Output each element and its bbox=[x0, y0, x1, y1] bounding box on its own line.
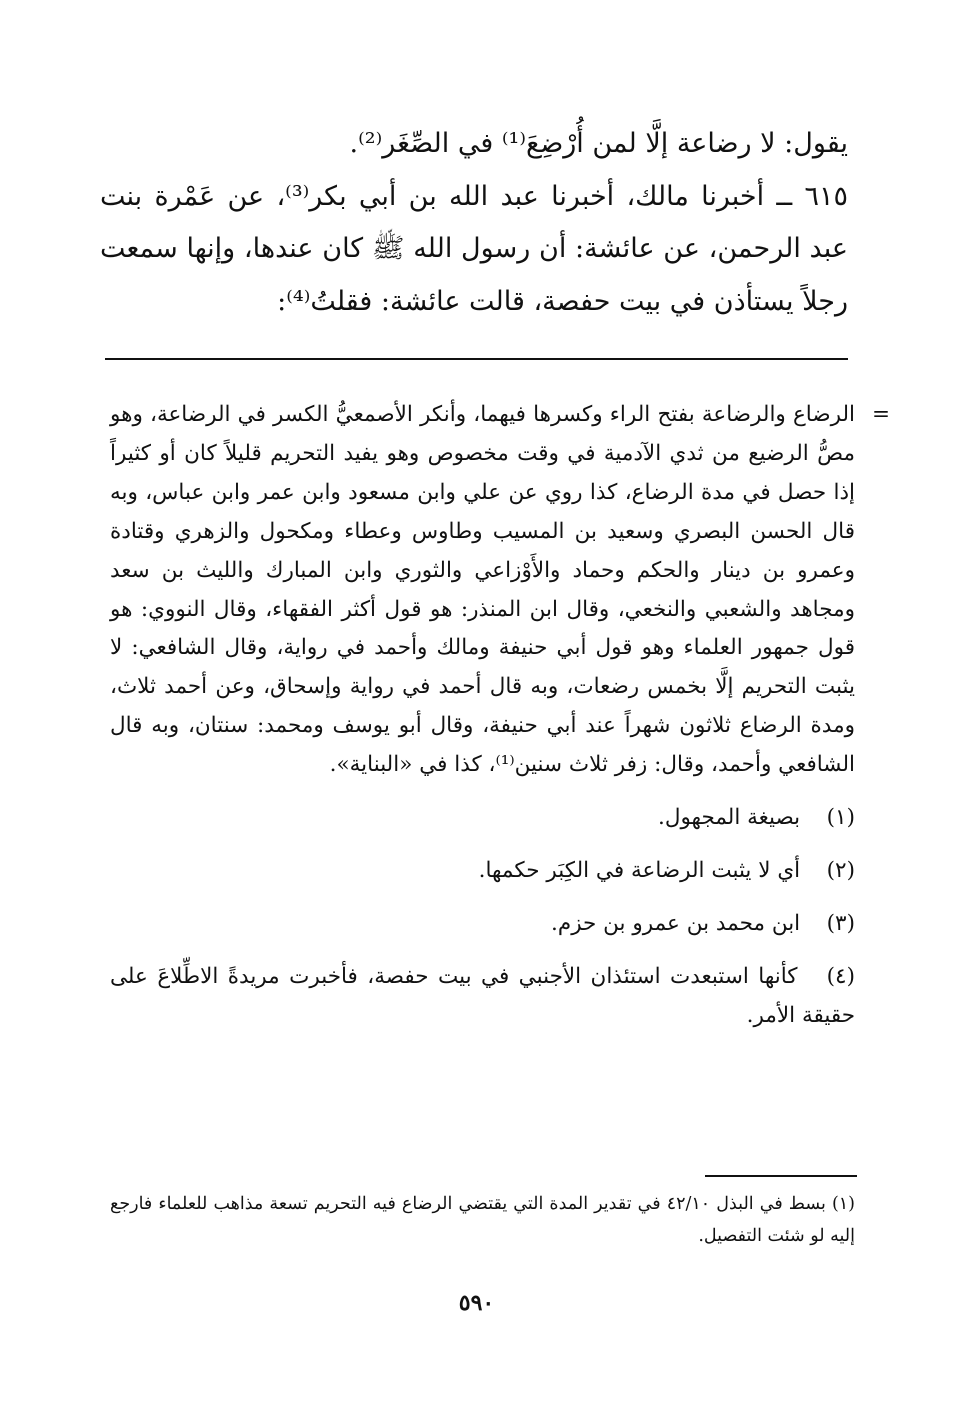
footnote-number: (٣) bbox=[826, 910, 855, 936]
footnote-text: ابن محمد بن عمرو بن حزم. bbox=[551, 910, 801, 936]
subfootnote-text: بسط في البذل ٤٢/١٠ في تقدير المدة التي يقتضي الرضاع فيه التحريم تسعة مذاهب للعلماء فارجع إليه لو شئت التفصيل. bbox=[110, 1194, 855, 1246]
continuation-mark: = bbox=[871, 402, 890, 427]
continuation-text: الرضاع والرضاعة بفتح الراء وكسرها فيهما، وأنكر الأصمعيُّ الكسر في الرضاعة، وهو مصُّ الرضيع من ثدي الآدمية في وقت مخصوص وهو يفيد التحريم قليلاً كان أو كثيراً إذا حصل في مدة الرضاع، كذا روي عن علي وابن مسعود وابن عمر وابن عباس، وبه قال الحسن البصري وسعيد بن المسيب وطاوس وعطاء ومكحول والزهري وقتادة وعمرو بن دينار والحكم وحماد والأَوْزاعي والثوري وابن المبارك والليث بن سعد ومجاهد والشعبي والنخعي، وقال ابن المنذر: هو قول أكثر الفقهاء، وقال النووي: هو قول جمهور العلماء وهو قول أبي حنيفة ومالك وأحمد في رواية، وقال الشافعي: لا يثبت التحريم إلَّا بخمس رضعات، وبه قال أحمد في رواية وإسحاق، وعن أحمد ثلاث، ومدة الرضاع ثلاثون شهراً عند أبي حنيفة، وقال أبو يوسف ومحمد: سنتان، وبه قال الشافعي وأحمد، وقال: زفر ثلاث سنين⁽¹⁾، كذا في «البناية». bbox=[110, 402, 855, 778]
footnote-continuation bbox=[110, 396, 890, 785]
hadith-615: ٦١٥ ــ أخبرنا مالك، أخبرنا عبد الله بن أبي بكر⁽³⁾، عن عَمْرة بنت عبد الرحمن، عن عائشة: أن رسول الله ﷺ كان عندها، وإنها سمعت رجلاً يستأذن في بيت حفصة، قالت عائشة: فقلتُ⁽⁴⁾: bbox=[100, 180, 848, 317]
footnote-separator bbox=[105, 358, 848, 360]
main-line-1: يقول: لا رضاعة إلَّا لمن أُرْضِعَ⁽¹⁾ في الصِّغَر⁽²⁾. bbox=[349, 128, 848, 159]
footnote-number: (١) bbox=[826, 805, 855, 831]
footnote-text: كأنها استبعدت استئذان الأجنبي في بيت حفصة، فأخبرت مريدةً الاطِّلاعَ على حقيقة الأمر. bbox=[110, 963, 855, 1028]
footnote-2 bbox=[110, 852, 855, 891]
main-text bbox=[100, 118, 848, 328]
footnote-1 bbox=[110, 799, 855, 838]
footnote-3 bbox=[110, 905, 855, 944]
subfootnote-1 bbox=[110, 1188, 855, 1252]
footnote-text: بصيغة المجهول. bbox=[658, 805, 801, 831]
subfootnotes bbox=[110, 1188, 855, 1252]
footnote-4 bbox=[110, 958, 855, 1036]
page-number: ٥٩٠ bbox=[458, 1290, 495, 1316]
footnote-number: (٤) bbox=[826, 963, 855, 989]
footnotes bbox=[110, 396, 890, 1036]
subfootnote-separator bbox=[705, 1175, 857, 1177]
subfootnote-number: (١) bbox=[831, 1194, 855, 1214]
footnote-number: (٢) bbox=[826, 857, 855, 883]
footnote-text: أي لا يثبت الرضاعة في الكِبَر حكمها. bbox=[478, 857, 801, 883]
